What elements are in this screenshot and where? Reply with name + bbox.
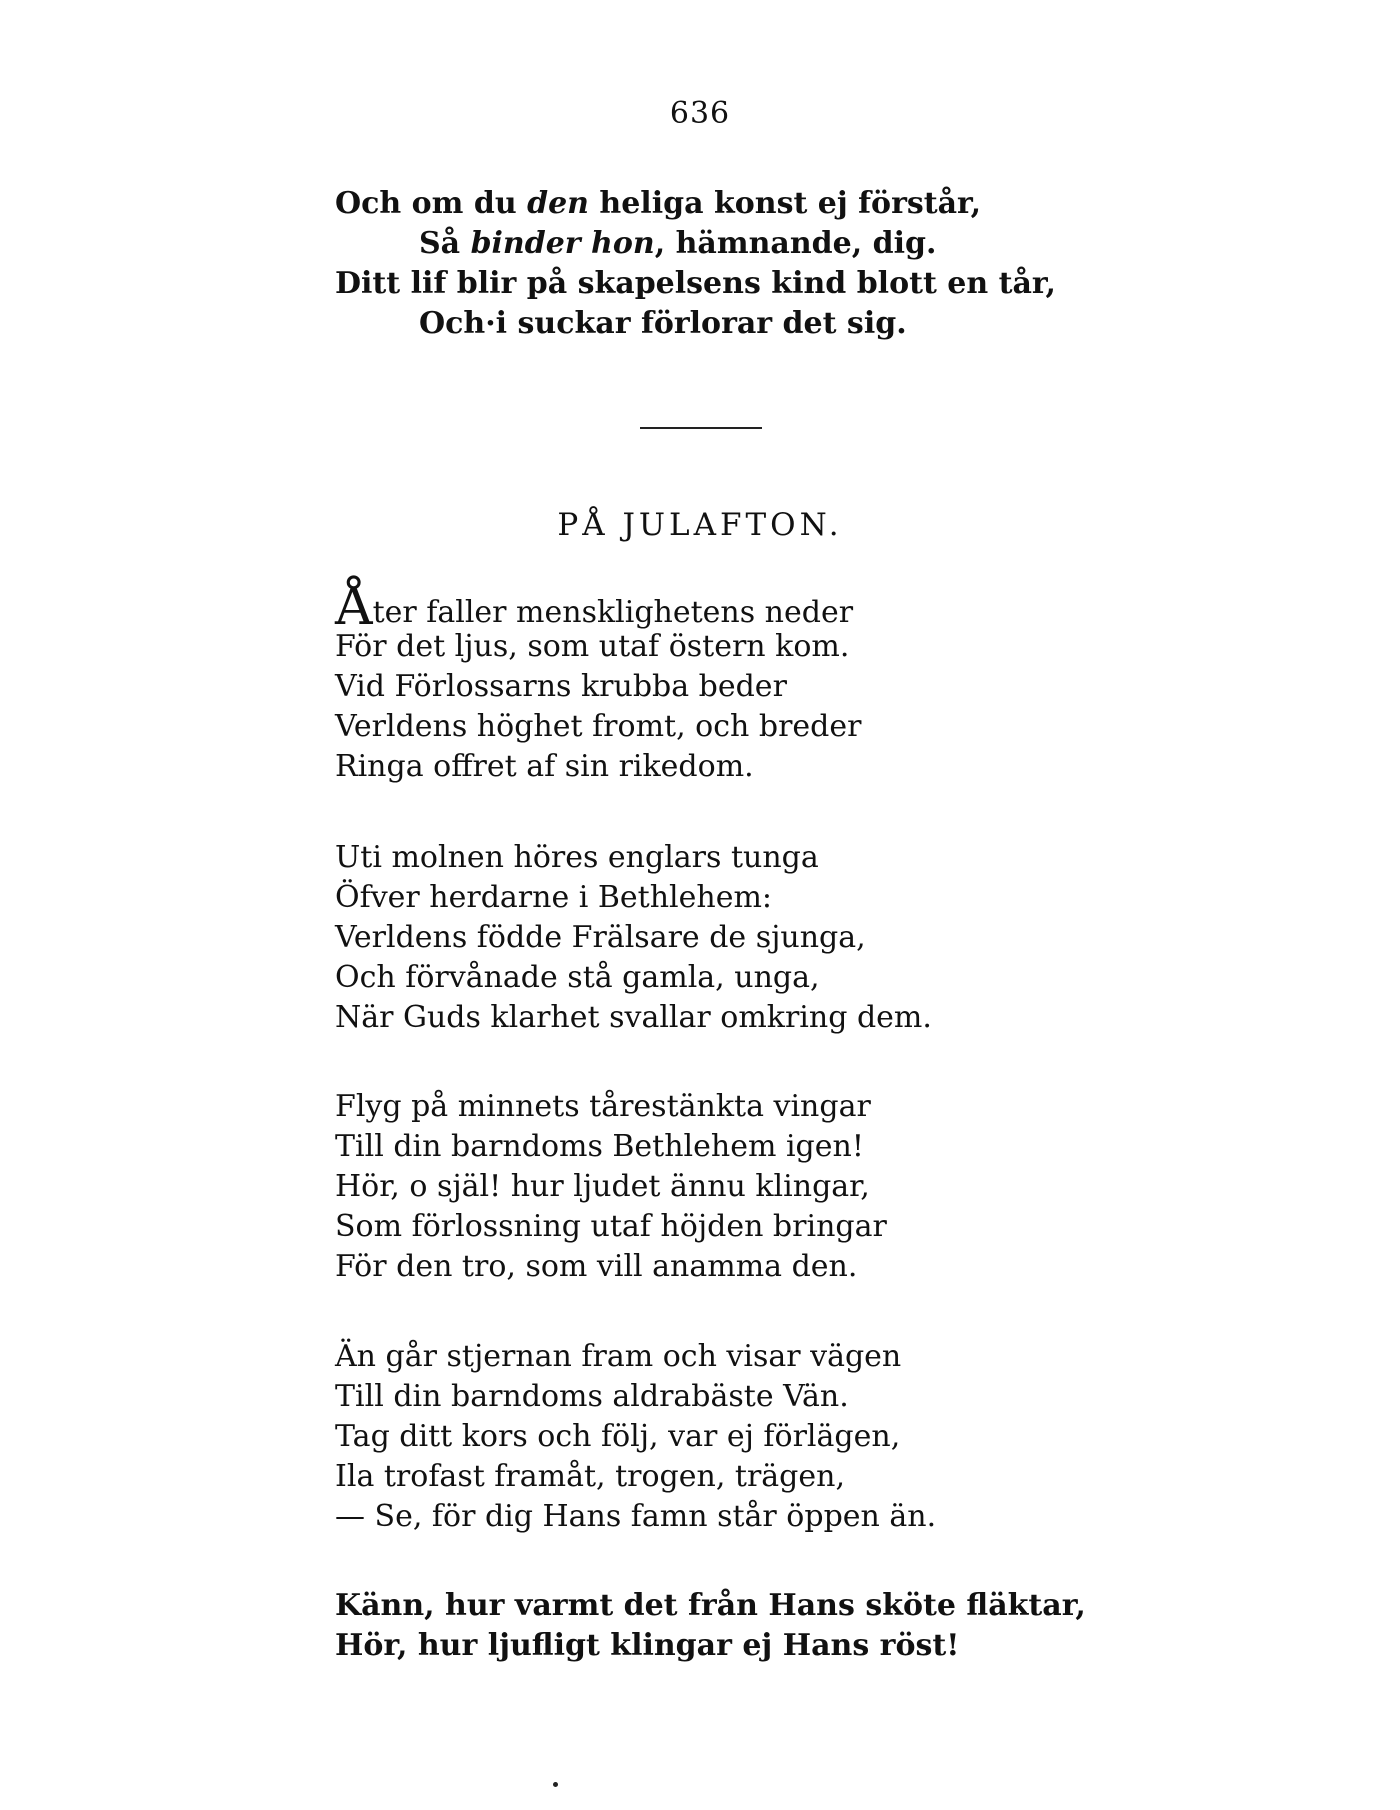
verse-line xyxy=(335,184,1056,224)
verse-line: Verldens födde Frälsare de sjunga, xyxy=(335,920,866,955)
verse-line: Ila trofast framåt, trogen, trägen, xyxy=(335,1459,845,1494)
verse-line: Uti molnen höres englars tunga xyxy=(335,840,819,875)
verse-line: Verldens höghet fromt, och breder xyxy=(335,709,862,744)
verse-text: heliga konst ej förstår, xyxy=(588,186,982,221)
verse-line xyxy=(335,577,861,637)
poem-title: PÅ JULAFTON. xyxy=(557,507,843,543)
verse-line: Vid Förlossarns krubba beder xyxy=(335,669,787,704)
verse-line xyxy=(335,224,1056,264)
verse-line: Tag ditt kors och följ, var ej förlägen, xyxy=(335,1419,901,1454)
verse-line: Än går stjernan fram och visar vägen xyxy=(335,1339,902,1374)
verse-line: — Se, för dig Hans famn står öppen än. xyxy=(335,1499,937,1534)
verse-line: Öfver herdarne i Bethlehem: xyxy=(335,880,773,915)
verse-line: Flyg på minnets tårestänkta vingar xyxy=(335,1089,871,1124)
page-number: 636 xyxy=(669,96,731,131)
section-divider xyxy=(640,427,762,429)
verse-line: Till din barndoms Bethlehem igen! xyxy=(335,1129,864,1164)
verse-line: Känn, hur varmt det från Hans sköte fläktar, xyxy=(335,1588,1086,1623)
stanza-5 xyxy=(335,1586,1086,1666)
verse-line: För den tro, som vill anamma den. xyxy=(335,1249,858,1284)
verse-line: Hör, hur ljufligt klingar ej Hans röst! xyxy=(335,1628,960,1663)
verse-line: Och förvånade stå gamla, unga, xyxy=(335,960,820,995)
verse-text: Så xyxy=(419,226,471,261)
verse-line: Ringa offret af sin rikedom. xyxy=(335,749,754,784)
verse-line: När Guds klarhet svallar omkring dem. xyxy=(335,1000,932,1035)
verse-line: Hör, o själ! hur ljudet ännu klingar, xyxy=(335,1169,870,1204)
emphasized-text: den xyxy=(527,186,589,221)
verse-text: Och om du xyxy=(335,186,528,221)
print-speck xyxy=(553,1782,558,1787)
verse-line: Till din barndoms aldrabäste Vän. xyxy=(335,1379,849,1414)
previous-poem-ending xyxy=(335,184,1056,344)
stanza-3 xyxy=(335,1087,887,1287)
drop-cap: Å xyxy=(335,577,373,637)
verse-line: Som förlossning utaf höjden bringar xyxy=(335,1209,887,1244)
verse-text: Och·i suckar förlorar det sig. xyxy=(419,306,907,341)
stanza-2 xyxy=(335,838,932,1038)
stanza-1 xyxy=(335,577,862,787)
verse-line: För det ljus, som utaf östern kom. xyxy=(335,629,850,664)
verse-line xyxy=(335,264,1056,304)
verse-line xyxy=(335,304,1056,344)
emphasized-text: binder hon xyxy=(470,226,655,261)
verse-text: , hämnande, dig. xyxy=(654,226,937,261)
verse-text: Ditt lif blir på skapelsens kind blott en tår, xyxy=(335,266,1056,301)
stanza-4 xyxy=(335,1337,936,1537)
verse-text: ter faller mensklighetens neder xyxy=(372,595,854,630)
